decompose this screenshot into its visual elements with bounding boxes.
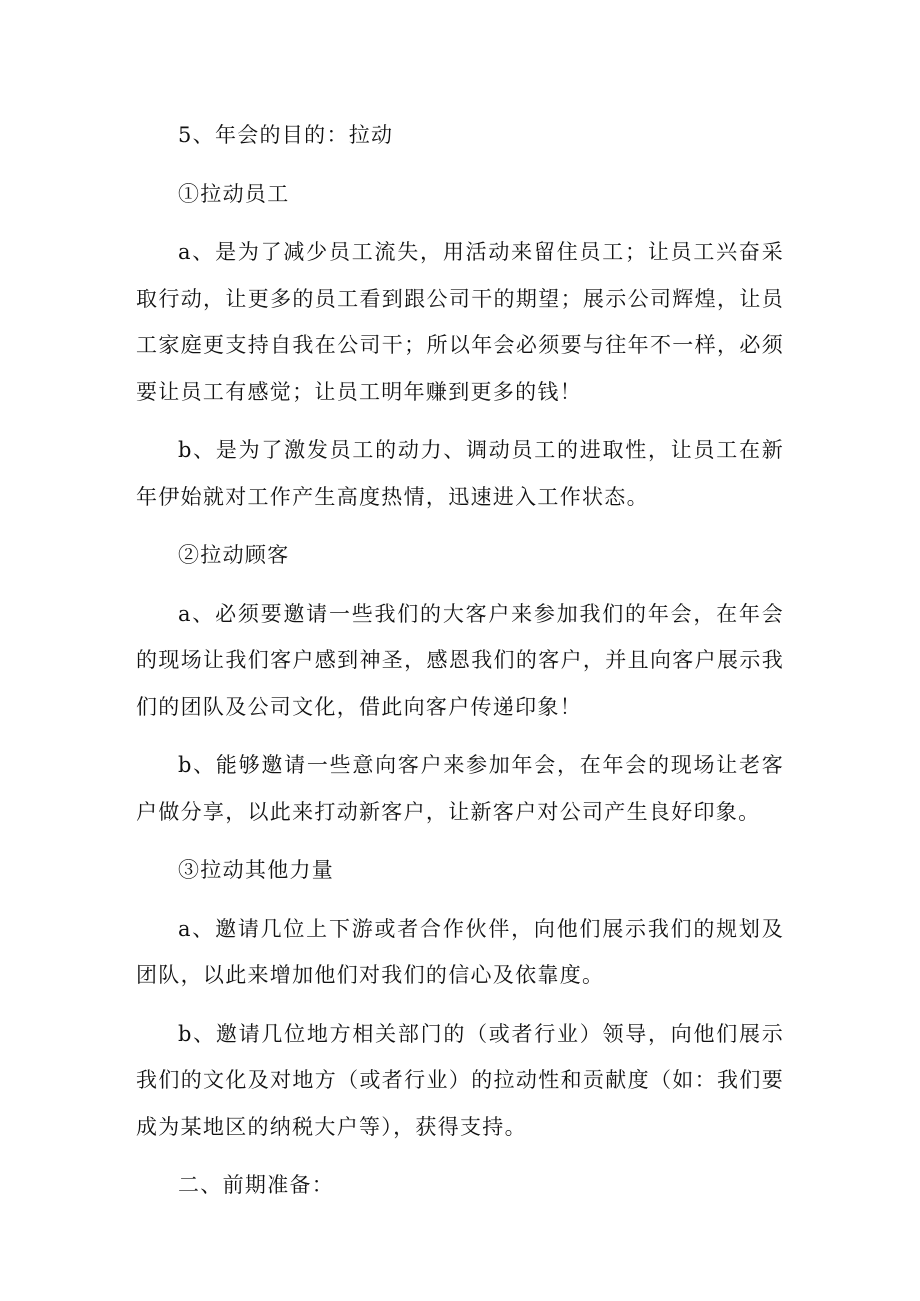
section-heading-purpose: 5、年会的目的：拉动 [178, 123, 394, 147]
paragraph-other-forces-a: a、邀请几位上下游或者合作伙伴，向他们展示我们的规划及团队，以此来增加他们对我们的信心及依靠度。 [136, 916, 784, 987]
paragraph-employees-b: b、是为了激发员工的动力、调动员工的进取性，让员工在新年伊始就对工作产生高度热情，迅速进入工作状态。 [136, 438, 784, 509]
paragraph-other-forces-b: b、邀请几位地方相关部门的（或者行业）领导，向他们展示我们的文化及对地方（或者行业）的拉动性和贡献度（如：我们要成为某地区的纳税大户等），获得支持。 [136, 1021, 784, 1139]
paragraph-customers-b: b、能够邀请一些意向客户来参加年会，在年会的现场让老客户做分享，以此来打动新客户，让新客户对公司产生良好印象。 [136, 753, 784, 824]
subheading-customers: ②拉动顾客 [178, 543, 290, 567]
paragraph-employees-a: a、是为了减少员工流失，用活动来留住员工；让员工兴奋采取行动，让更多的员工看到跟公司干的期望；展示公司辉煌，让员工家庭更支持自我在公司干；所以年会必须要与往年不一样，必须要让员工有感觉；让员工明年赚到更多的钱！ [136, 240, 784, 404]
subheading-employees: ①拉动员工 [178, 181, 290, 206]
subheading-other-forces: ③拉动其他力量 [178, 858, 335, 882]
section-heading-preparation: 二、前期准备： [178, 1173, 335, 1197]
document-body [136, 112, 784, 1221]
paragraph-customers-a: a、必须要邀请一些我们的大客户来参加我们的年会，在年会的现场让我们客户感到神圣，感恩我们的客户，并且向客户展示我们的团队及公司文化，借此向客户传递印象！ [136, 601, 784, 719]
